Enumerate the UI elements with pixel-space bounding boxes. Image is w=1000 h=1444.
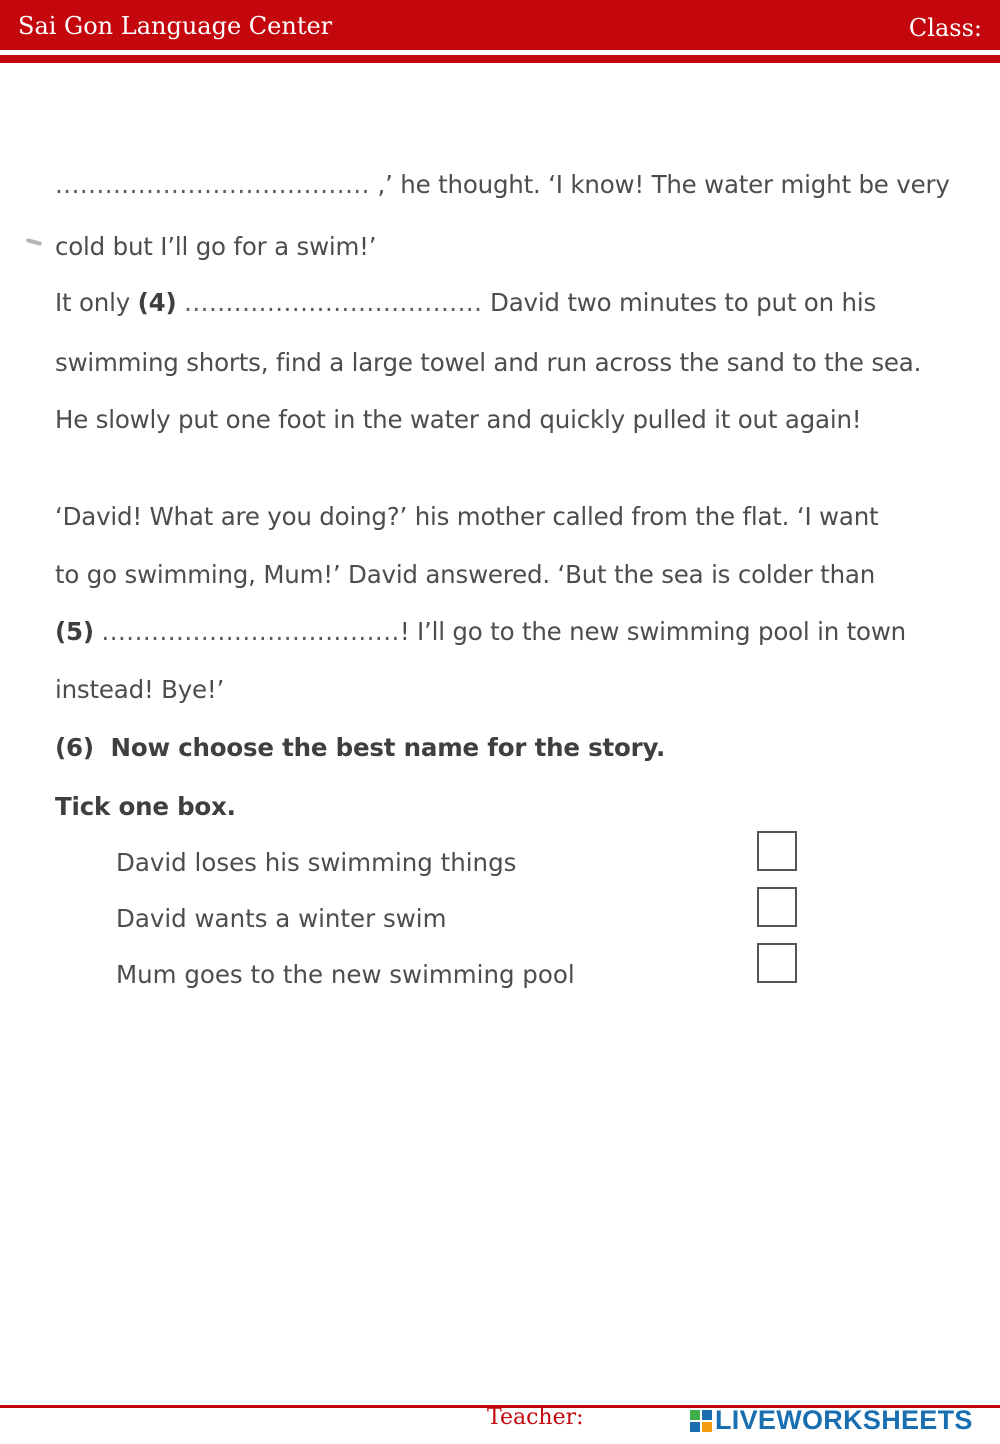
passage-line-1 [55, 170, 950, 199]
liveworksheets-logo-text: LIVEWORKSHEETS [715, 1405, 973, 1435]
gap-number-4: (4) [137, 288, 177, 317]
option-label-3: Mum goes to the new swimming pool [116, 960, 575, 989]
question-heading [55, 733, 665, 762]
passage-line-6: ‘David! What are you doing?’ his mother called from the flat. ‘I want [55, 502, 879, 531]
center-name: Sai Gon Language Center [18, 12, 333, 40]
passage-line-8 [55, 617, 906, 646]
answer-blank-3[interactable]: ...................................... [55, 170, 370, 199]
passage-line-4: swimming shorts, find a large towel and run across the sand to the sea. [55, 348, 922, 377]
tick-box-option-3[interactable] [757, 943, 797, 983]
question-number: (6) [55, 733, 94, 762]
teacher-label: Teacher: [487, 1405, 584, 1430]
gap-number-5: (5) [55, 617, 94, 646]
tick-box-option-1[interactable] [757, 831, 797, 871]
liveworksheets-logo[interactable] [690, 1405, 973, 1436]
option-label-1: David loses his swimming things [116, 848, 517, 877]
answer-blank-4[interactable]: .................................... [184, 288, 483, 317]
scan-mark [26, 238, 42, 246]
passage-line-5: He slowly put one foot in the water and quickly pulled it out again! [55, 405, 862, 434]
passage-line-2: cold but I’ll go for a swim!’ [55, 232, 377, 261]
class-label: Class: [908, 14, 982, 42]
tick-box-option-2[interactable] [757, 887, 797, 927]
question-prompt: Now choose the best name for the story. [110, 733, 666, 762]
header-divider [0, 55, 1000, 63]
liveworksheets-logo-icon [690, 1410, 712, 1432]
passage-line-9: instead! Bye!’ [55, 675, 225, 704]
passage-text: David two minutes to put on his [490, 288, 877, 317]
passage-text: ! I’ll go to the new swimming pool in town [399, 617, 906, 646]
passage-text: ,’ he thought. ‘I know! The water might be very [377, 170, 950, 199]
answer-blank-5[interactable]: .................................... [101, 617, 400, 646]
passage-text: It only [55, 288, 131, 317]
question-instruction: Tick one box. [55, 792, 236, 821]
passage-line-3 [55, 288, 876, 317]
passage-line-7: to go swimming, Mum!’ David answered. ‘But the sea is colder than [55, 560, 876, 589]
option-label-2: David wants a winter swim [116, 904, 447, 933]
